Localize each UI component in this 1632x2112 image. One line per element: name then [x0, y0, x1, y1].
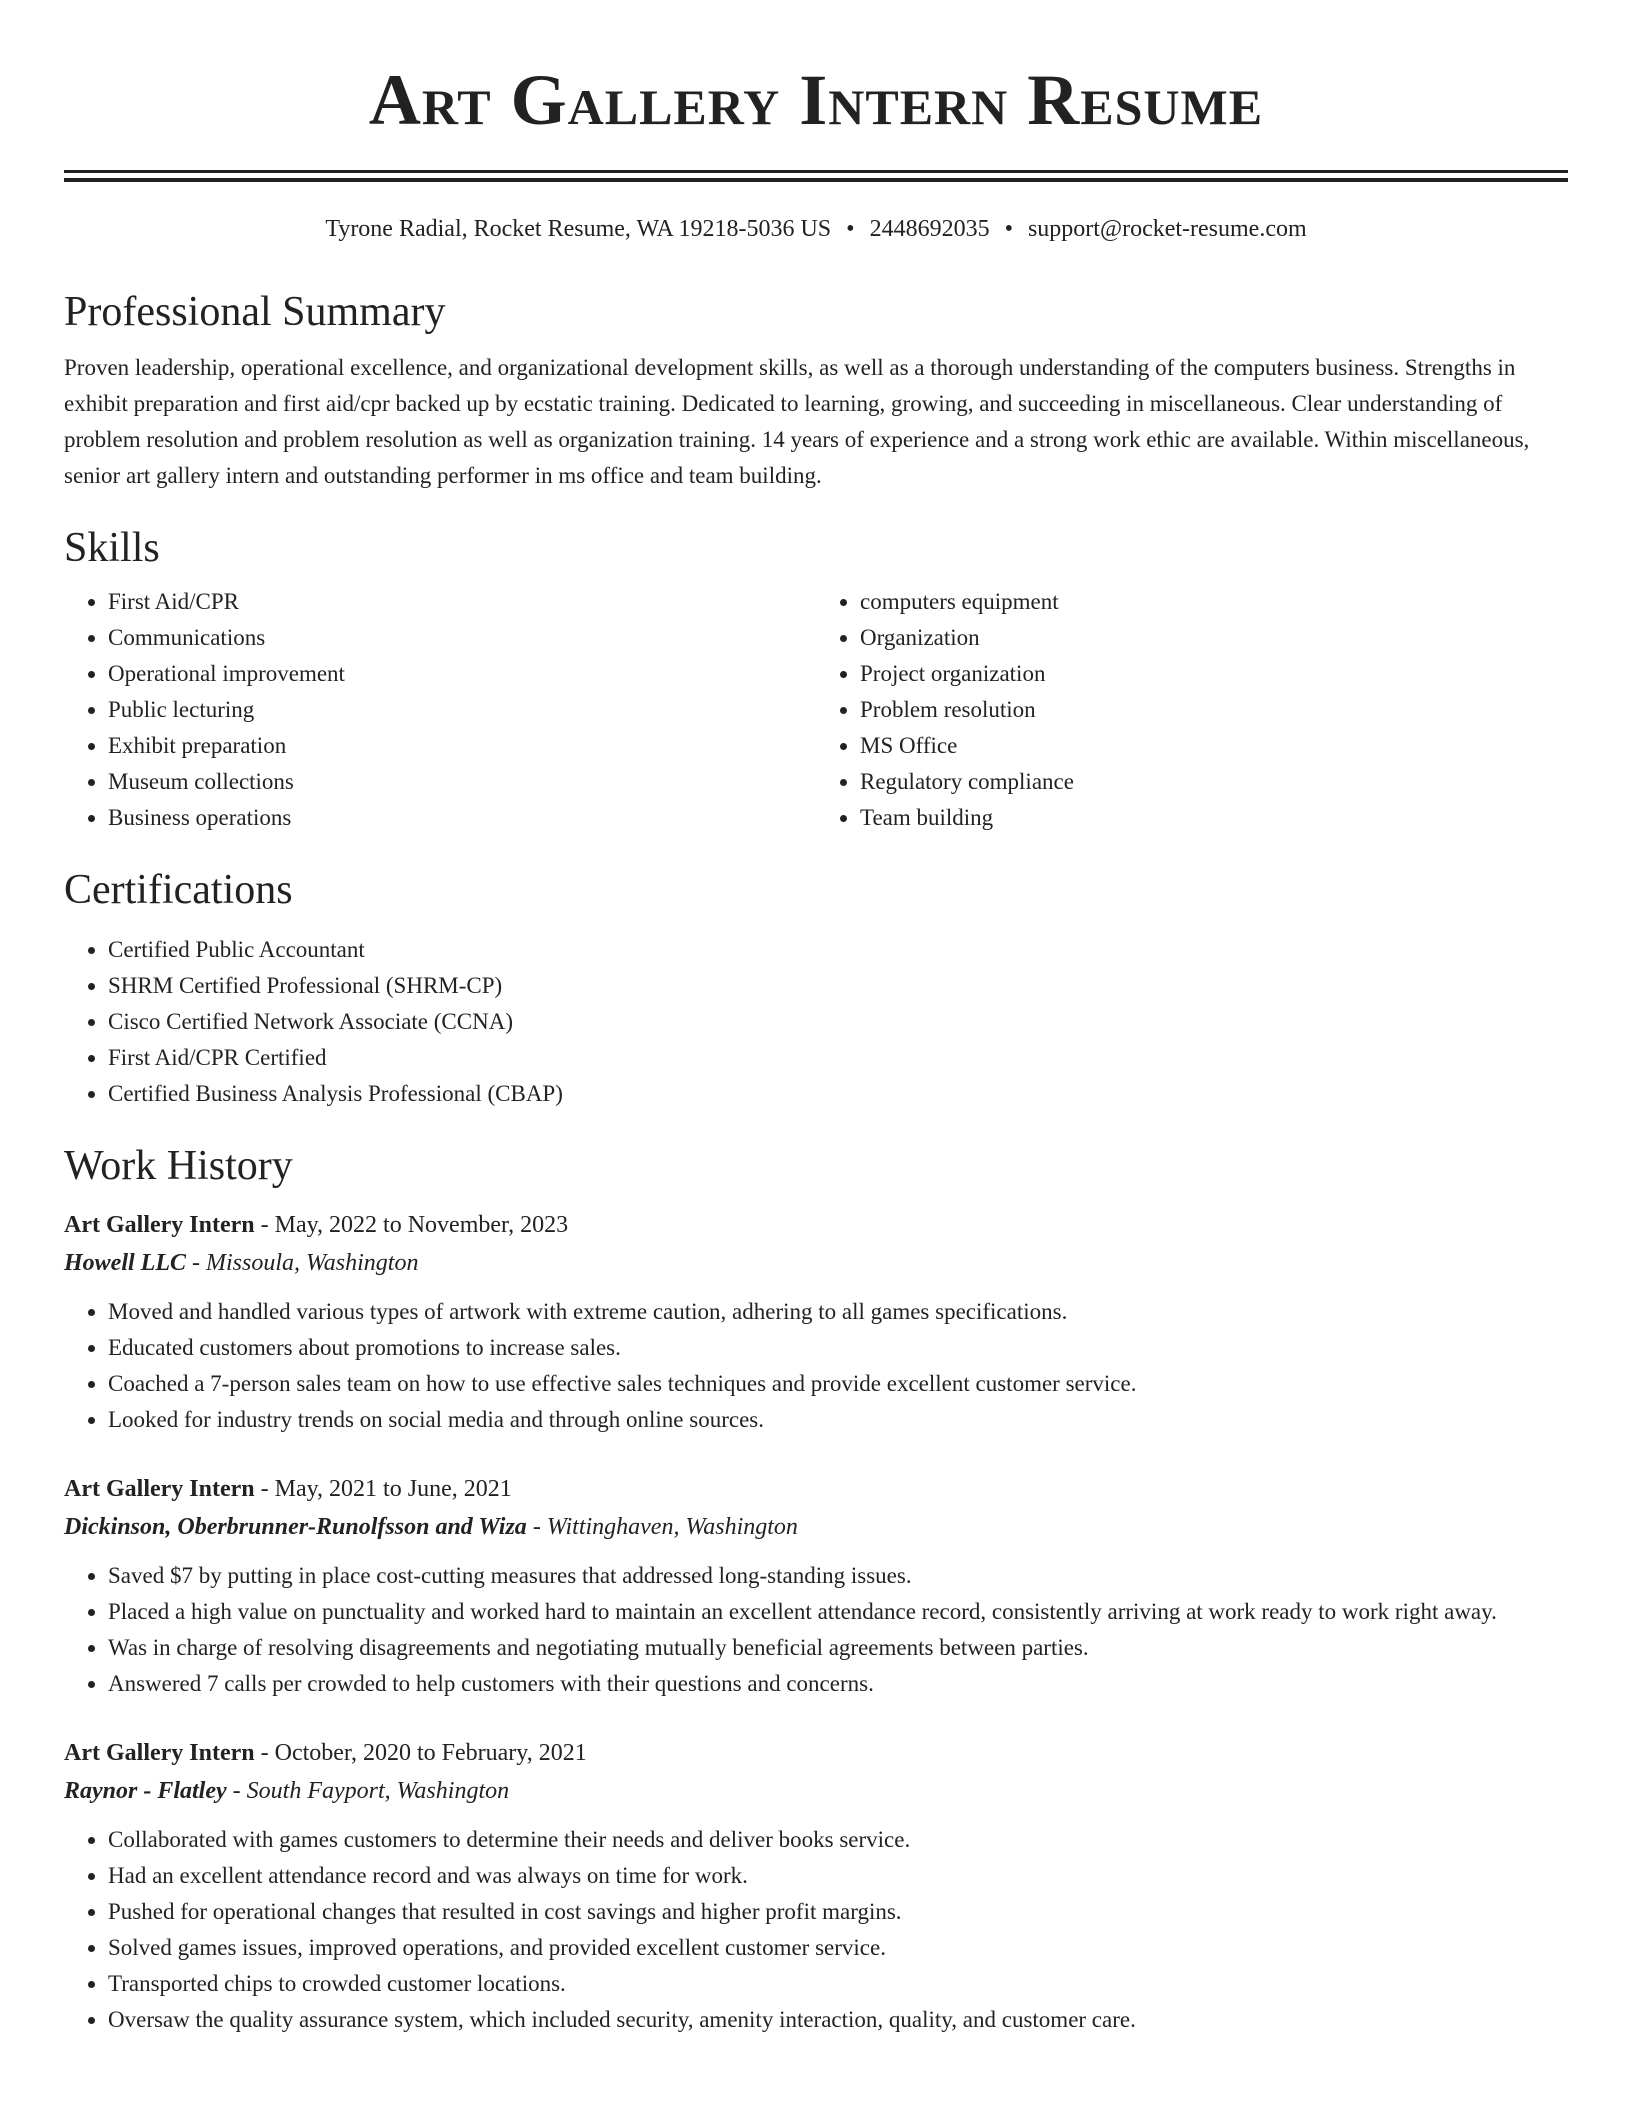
work-history-heading: Work History [64, 1143, 293, 1189]
title-divider-top [64, 170, 1568, 173]
certification-item: • First Aid/CPR Certified [108, 1040, 1568, 1076]
contact-separator: • [1004, 216, 1013, 242]
job-company-line: Howell LLC - Missoula, Washington [64, 1250, 419, 1276]
job-company-line: Raynor - Flatley - South Fayport, Washington [64, 1778, 510, 1804]
job-bullets [64, 1558, 1568, 1702]
summary-text: Proven leadership, operational excellence, and organizational development skills, as well as a thorough understanding of the computers business. Strengths in exhibit preparation and first aid/cpr backed up by ecstatic training. Dedicated to learning, growing, and succeeding in miscellaneous. Clear understanding of problem resolution and problem resolution as well as organization training. 14 years of experience and a strong work ethic are available. Within miscellaneous, senior art gallery intern and outstanding performer in ms office and team building. [64, 355, 1530, 488]
certifications-heading: Certifications [64, 867, 293, 913]
contact-separator: • [846, 216, 855, 242]
skill-item: • computers equipment [860, 584, 1568, 620]
job-bullet: • Had an excellent attendance record and was always on time for work. [108, 1858, 1568, 1894]
job-bullet: • Oversaw the quality assurance system, which included security, amenity interaction, quality, and customer care. [108, 2002, 1568, 2038]
job-bullet: • Answered 7 calls per crowded to help customers with their questions and concerns. [108, 1666, 1568, 1702]
job-location: South Fayport, Washington [246, 1778, 510, 1804]
certification-item: • Cisco Certified Network Associate (CCNA) [108, 1004, 1568, 1040]
contact-line [64, 212, 1568, 246]
resume-title: Art Gallery Intern Resume [368, 60, 1264, 140]
job-title: Art Gallery Intern [64, 1740, 255, 1766]
skills-column-right [816, 584, 1568, 836]
skill-item: • Business operations [108, 800, 816, 836]
resume-page [64, 0, 1568, 2038]
job-title-line: Art Gallery Intern - October, 2020 to February, 2021 [64, 1740, 587, 1766]
skill-item: • First Aid/CPR [108, 584, 816, 620]
job-title: Art Gallery Intern [64, 1212, 255, 1238]
skills-column-left [64, 584, 816, 836]
skill-item: • Problem resolution [860, 692, 1568, 728]
summary-heading: Professional Summary [64, 289, 446, 335]
skill-item: • Team building [860, 800, 1568, 836]
job-bullets [64, 1822, 1568, 2038]
job-dates: May, 2021 to June, 2021 [274, 1476, 512, 1502]
job-company: Dickinson, Oberbrunner-Runolfsson and Wiza [64, 1514, 527, 1540]
certification-item: • Certified Business Analysis Professional (CBAP) [108, 1076, 1568, 1112]
skill-item: • Communications [108, 620, 816, 656]
job-bullet: • Coached a 7-person sales team on how to use effective sales techniques and provide excellent customer service. [108, 1366, 1568, 1402]
job-bullet: • Placed a high value on punctuality and worked hard to maintain an excellent attendance record, consistently arriving at work ready to work right away. [108, 1594, 1568, 1630]
job-bullet: • Moved and handled various types of artwork with extreme caution, adhering to all games specifications. [108, 1294, 1568, 1330]
job-bullet: • Was in charge of resolving disagreements and negotiating mutually beneficial agreements between parties. [108, 1630, 1568, 1666]
title-divider-bottom [64, 178, 1568, 182]
job-company-line: Dickinson, Oberbrunner-Runolfsson and Wiza - Wittinghaven, Washington [64, 1514, 798, 1540]
skills-list [64, 584, 1568, 836]
skills-heading: Skills [64, 525, 160, 571]
certification-item: • Certified Public Accountant [108, 932, 1568, 968]
job-dates: May, 2022 to November, 2023 [274, 1212, 569, 1238]
skill-item: • Museum collections [108, 764, 816, 800]
certification-item: • SHRM Certified Professional (SHRM-CP) [108, 968, 1568, 1004]
job-title-line: Art Gallery Intern - May, 2022 to November, 2023 [64, 1212, 569, 1238]
contact-email: support@rocket-resume.com [1027, 216, 1307, 242]
job-bullet: • Saved $7 by putting in place cost-cutting measures that addressed long-standing issues. [108, 1558, 1568, 1594]
job-entry [64, 1206, 1568, 1438]
job-bullet: • Pushed for operational changes that resulted in cost savings and higher profit margins. [108, 1894, 1568, 1930]
job-company: Raynor - Flatley [64, 1778, 227, 1804]
job-entry [64, 1470, 1568, 1702]
skill-item: • Project organization [860, 656, 1568, 692]
skill-item: • MS Office [860, 728, 1568, 764]
skill-item: • Regulatory compliance [860, 764, 1568, 800]
job-title: Art Gallery Intern [64, 1476, 255, 1502]
skill-item: • Public lecturing [108, 692, 816, 728]
job-bullet: • Collaborated with games customers to determine their needs and deliver books service. [108, 1822, 1568, 1858]
contact-phone: 2448692035 [869, 216, 990, 242]
contact-address: Tyrone Radial, Rocket Resume, WA 19218-5036 US [325, 216, 832, 242]
job-bullet: • Transported chips to crowded customer locations. [108, 1966, 1568, 2002]
job-location: Wittinghaven, Washington [546, 1514, 798, 1540]
skill-item: • Exhibit preparation [108, 728, 816, 764]
job-bullet: • Looked for industry trends on social media and through online sources. [108, 1402, 1568, 1438]
job-title-line: Art Gallery Intern - May, 2021 to June, 2021 [64, 1476, 512, 1502]
certifications-list [64, 932, 1568, 1112]
job-bullets [64, 1294, 1568, 1438]
skill-item: • Operational improvement [108, 656, 816, 692]
job-entry [64, 1734, 1568, 2038]
job-dates: October, 2020 to February, 2021 [274, 1740, 587, 1766]
job-bullet: • Solved games issues, improved operations, and provided excellent customer service. [108, 1930, 1568, 1966]
job-company: Howell LLC [64, 1250, 186, 1276]
skill-item: • Organization [860, 620, 1568, 656]
job-location: Missoula, Washington [206, 1250, 419, 1276]
job-bullet: • Educated customers about promotions to increase sales. [108, 1330, 1568, 1366]
